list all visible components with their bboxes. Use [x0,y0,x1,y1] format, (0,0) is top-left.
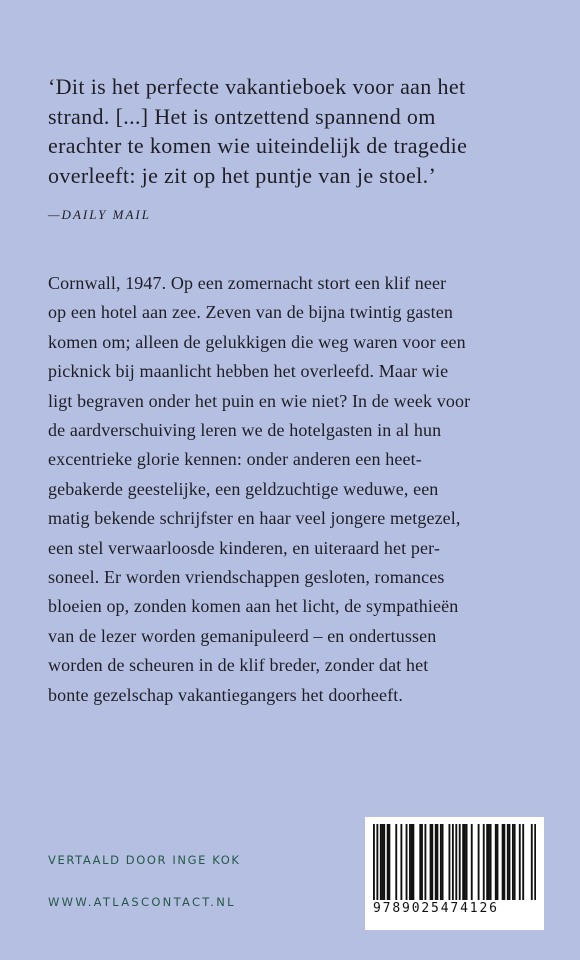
barcode-bar [395,824,397,900]
blurb-line: bonte gezelschap vakantiegangers het doorheeft. [48,684,403,705]
barcode-bar [464,824,466,900]
barcode-bar [383,824,385,900]
barcode-bar [507,824,509,900]
barcode-bar [376,824,378,900]
barcode-bar [424,824,426,900]
blurb-line: komen om; alleen de gelukkigen die weg waren voor een [48,331,466,352]
publisher-website: WWW.ATLASCONTACT.NL [48,895,236,909]
barcode-bar [440,824,442,900]
barcode-bar [490,824,492,900]
quote-line: ‘Dit is het perfecte vakantieboek voor aan het [48,74,466,99]
isbn-barcode [365,817,544,930]
barcode-bar [455,824,457,900]
barcode-bar [400,824,402,900]
blurb-line: de aardverschuiving leren we de hotelgasten in al hun [48,420,442,441]
blurb-line: op een hotel aan zee. Zeven van de bijna twintig gasten [48,302,453,323]
blurb-line: matig bekende schrijfster en haar veel jongere metgezel, [48,508,461,529]
blurb-line: soneel. Er worden vriendschappen gesloten, romances [48,567,445,588]
blurb-line: worden de scheuren in de klif breder, zonder dat het [48,655,429,676]
barcode-bar [406,824,408,900]
barcode-bar [452,824,454,900]
barcode-bar [483,824,485,900]
barcode-bar [466,824,468,900]
barcode-bars [373,824,536,900]
review-quote [48,72,558,190]
barcode-bar [387,824,389,900]
barcode-bar [514,824,516,900]
quote-line: strand. [...] Het is ontzettend spannend om [48,103,436,129]
blurb-line: excentrieke glorie kennen: onder anderen een heet- [48,449,422,470]
barcode-bar [534,824,536,900]
blurb-line: bloeien op, zonden komen aan het licht, de sympathieën [48,596,459,617]
barcode-bar [478,824,480,900]
barcode-bar [522,824,524,900]
barcode-bar [503,824,505,900]
barcode-bar [519,824,521,900]
barcode-bar [442,824,444,900]
barcode-bar [448,824,450,900]
barcode-bar [380,824,382,900]
barcode-bar [382,824,384,900]
quote-line: erachter te komen wie uiteindelijk de tragedie [48,133,468,158]
barcode-bar [419,824,421,900]
barcode-bar [459,824,461,900]
barcode-bar [488,824,490,900]
blurb-line: van de lezer worden gemanipuleerd – en ondertussen [48,625,437,646]
quote-attribution: —DAILY MAIL [48,207,151,222]
barcode-bar [435,824,437,900]
blurb-line: gebakerde geestelijke, een geldzuchtige weduwe, een [48,478,439,499]
barcode-bar [509,824,511,900]
book-blurb [48,269,548,710]
barcode-bar [373,824,375,900]
barcode-bar [495,824,497,900]
translator-credit: VERTAALD DOOR INGE KOK [48,853,241,867]
barcode-bar [430,824,432,900]
barcode-bar [502,824,504,900]
quote-line: overleeft: je zit op het puntje van je stoel.’ [48,162,437,188]
barcode-bar [497,824,499,900]
isbn-number: 9789025474126 [373,901,499,916]
barcode-bar [531,824,533,900]
barcode-bar [462,824,464,900]
blurb-line: Cornwall, 1947. Op een zomernacht stort een klif neer [48,273,447,293]
barcode-bar [412,824,414,900]
barcode-bar [486,824,488,900]
barcode-bar [411,824,413,900]
barcode-bar [409,824,411,900]
barcode-bar [436,824,438,900]
blurb-line: picknick bij maanlicht hebben het overleefd. Maar wie [48,361,449,382]
barcode-bar [431,824,433,900]
blurb-line: ligt begraven onder het puin en wie niet? In de week voor [48,390,471,411]
barcode-bar [512,824,514,900]
barcode-bar [471,824,473,900]
blurb-line: een stel verwaarloosde kinderen, en uiteraard het per- [48,537,440,558]
barcode-bar [388,824,390,900]
barcode-bar [421,824,423,900]
